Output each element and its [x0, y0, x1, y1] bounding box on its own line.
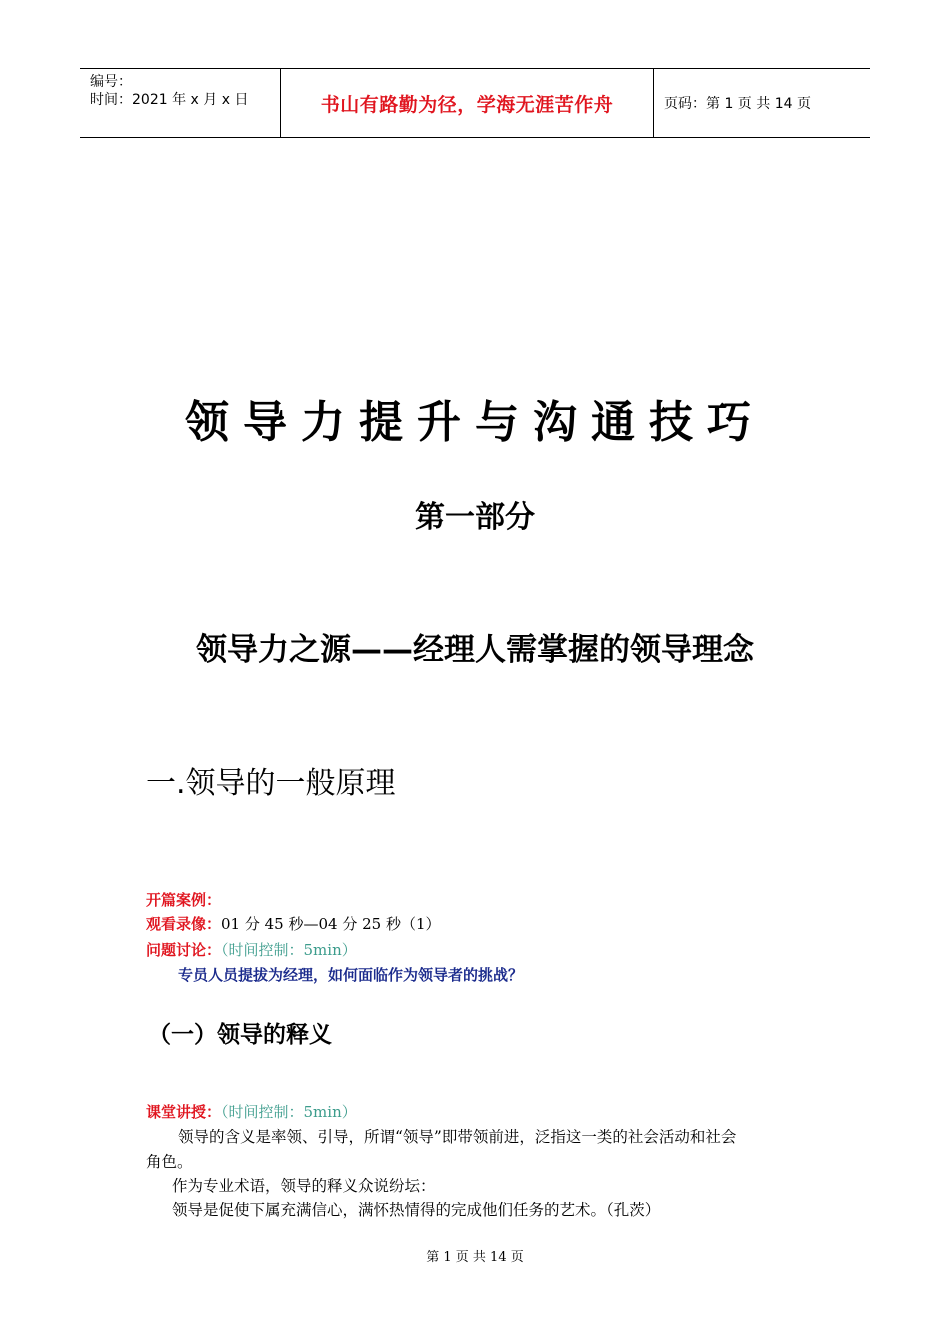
header-page-cell	[654, 69, 870, 137]
time-label: 时间：2021 年 x 月 x 日	[90, 92, 249, 108]
document-title: 领导力提升与沟通技巧	[185, 397, 765, 448]
part-heading: 第一部分	[415, 500, 535, 535]
page-info: 页码：第 1 页 共 14 页	[664, 96, 811, 112]
discussion-time: （时间控制：5min）	[221, 941, 357, 959]
case-label-line	[146, 890, 221, 910]
number-label: 编号：	[90, 74, 132, 90]
lecture-label: 课堂讲授：	[146, 1103, 222, 1121]
discussion-label: 问题讨论：	[146, 941, 222, 959]
video-line	[146, 914, 441, 934]
paragraph-3: 领导是促使下属充满信心，满怀热情得的完成他们任务的艺术。（孔茨）	[172, 1201, 661, 1219]
part-subtitle: 领导力之源——经理人需掌握的领导理念	[196, 632, 754, 668]
paragraph-2: 作为专业术语，领导的释义众说纷坛：	[172, 1177, 436, 1195]
video-label: 观看录像：	[146, 915, 222, 933]
discussion-question: 专员人员提拔为经理，如何面临作为领导者的挑战？	[178, 966, 524, 984]
case-label: 开篇案例：	[146, 891, 222, 909]
header-table	[80, 68, 870, 138]
question-line	[178, 965, 523, 985]
motto-text: 书山有路勤为径，学海无涯苦作舟	[320, 93, 614, 116]
section-heading: 一.领导的一般原理	[146, 766, 396, 801]
lecture-line	[146, 1102, 357, 1122]
page-footer: 第 1 页 共 14 页	[426, 1250, 524, 1265]
video-text: 01 分 45 秒—04 分 25 秒（1）	[221, 915, 441, 933]
subsection-heading: （一）领导的释义	[148, 1022, 332, 1048]
lecture-time: （时间控制：5min）	[221, 1103, 357, 1121]
paragraph-1-line-1: 领导的含义是率领、引导，所谓“领导”即带领前进，泛指这一类的社会活动和社会	[178, 1128, 737, 1146]
header-motto-cell	[281, 69, 654, 137]
paragraph-1-line-2: 角色。	[146, 1153, 193, 1171]
discussion-line	[146, 940, 357, 960]
header-meta-cell	[80, 69, 281, 137]
